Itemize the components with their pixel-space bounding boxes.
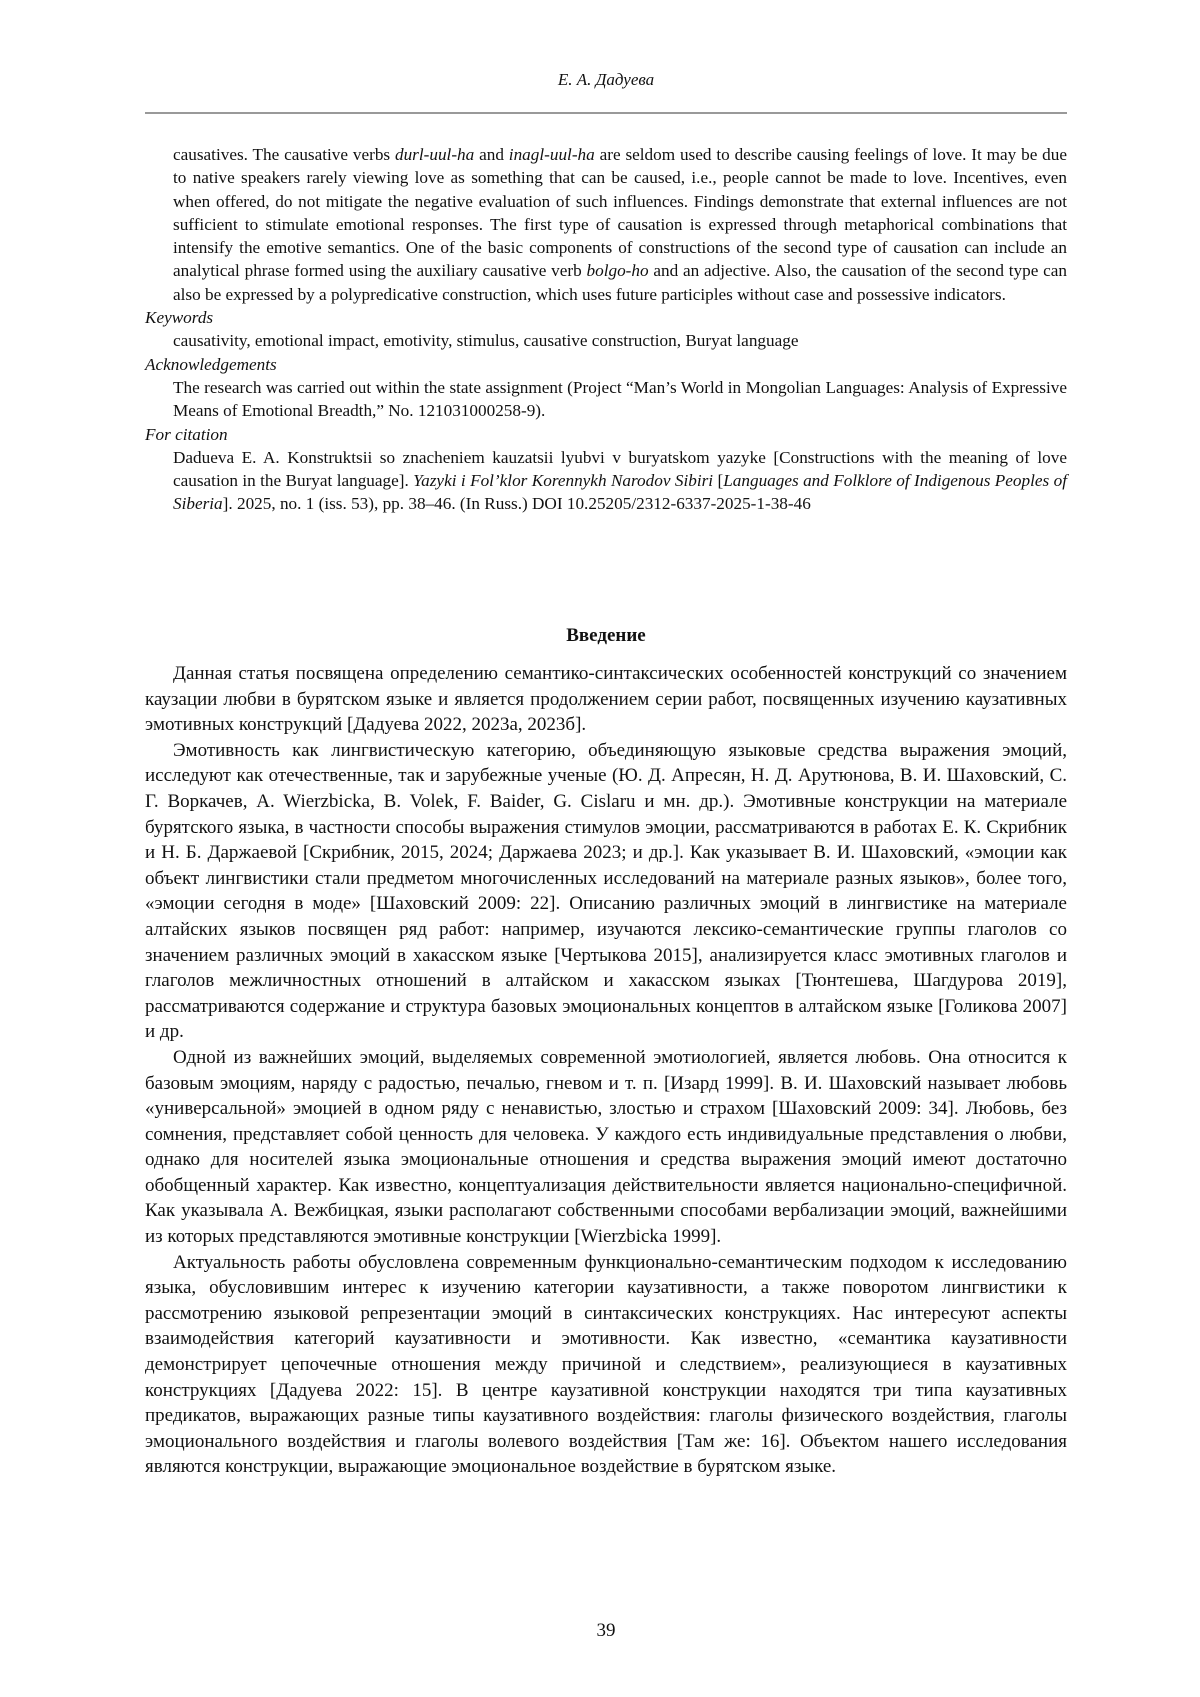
article-metadata <box>145 143 1067 516</box>
citation-label: For citation <box>145 424 228 444</box>
main-text <box>145 623 1067 1480</box>
running-head: Е. А. Дадуева <box>557 70 655 89</box>
body-paragraph: Одной из важнейших эмоций, выделяемых современной эмотиологией, является любовь. Она относится к базовым эмоциям, наряду с радостью, печалью, гневом и т. п. [Изард 1999]. В. И. Шаховский называет любовь «универсальной» эмоцией в одном ряду с ненавистью, злостью и страхом [Шаховский 2009: 34]. Любовь, без сомнения, представляет собой ценность для человека. У каждого есть индивидуальные представления о любви, однако для носителей языка эмоциональные отношения и средства выражения эмоций имеют достаточно обобщенный характер. Как известно, концептуализация действительности является национально-специфичной. Как указывала А. Вежбицкая, языки располагают собственными способами вербализации эмоций, важнейшими из которых представляются эмотивные конструкции [Wierzbicka 1999]. <box>145 1046 1067 1248</box>
body-paragraph: Данная статья посвящена определению семантико-синтаксических особенностей конструкций со значением каузации любви в бурятском языке и является продолжением серии работ, посвященных изучению каузативных эмотивных конструкций [Дадуева 2022, 2023а, 2023б]. <box>145 663 1067 736</box>
buryat-verb: bolgo-ho <box>586 261 649 281</box>
journal-title: Yazyki i Fol’klor Korennykh Narodov Sibiri <box>413 471 714 491</box>
buryat-verb: durl-uul-ha <box>394 145 475 164</box>
citation-text: Dadueva E. A. Konstruktsii so znacheniem kauzatsii lyubvi v buryatskom yazyke [Constructions with the meaning of love causation in the Buryat language]. Yazyki i Fol’klor Korennykh Narodov Sibiri [Languages and Folklore of Indigenous Peoples of Siberia]. 2025, no. 1 (iss. 53), pp. 38–46. (In Russ.) DOI 10.25205/2312-6337-2025-1-38-46 <box>173 447 1067 514</box>
header-divider <box>145 112 1067 114</box>
abstract-paragraph: causatives. The causative verbs durl-uul-ha and inagl-uul-ha are seldom used to describe causing feelings of love. It may be due to native speakers rarely viewing love as something that can be caused, i.e., people cannot be made to love. Incentives, even when offered, do not mitigate the negative evaluation of such influences. Findings demonstrate that external influences are not sufficient to stimulate emotional responses. The first type of causation is expressed through metaphorical combinations that intensify the emotive semantics. One of the basic components of constructions of the second type of causation can include an analytical phrase formed using the auxiliary causative verb bolgo-ho and an adjective. Also, the causation of the second type can also be expressed by a polypredicative construction, which uses future participles without case and possessive indicators. <box>173 145 1068 304</box>
keywords-text: causativity, emotional impact, emotivity, stimulus, causative construction, Buryat language <box>173 331 799 351</box>
journal-title-english: Languages and Folklore of Indigenous Peoples of Siberia <box>173 471 1067 514</box>
acknowledgements-text: The research was carried out within the state assignment (Project “Man’s World in Mongolian Languages: Analysis of Expressive Means of Emotional Breadth,” No. 121031000258-9). <box>173 377 1067 421</box>
keywords-label: Keywords <box>145 308 214 328</box>
buryat-verb: inagl-uul-ha <box>508 145 595 164</box>
section-title: Введение <box>566 625 646 646</box>
body-paragraph: Актуальность работы обусловлена современным функционально-семантическим подходом к исследованию языка, обусловившим интерес к изучению категории каузативности, а также поворотом лингвистики к рассмотрению языковой репрезентации эмоций в синтаксических конструкциях. Нас интересуют аспекты взаимодействия категорий каузативности и эмотивности. Как известно, «семантика каузативности демонстрирует цепочечные отношения между причиной и следствием», реализующиеся в каузативных конструкциях [Дадуева 2022: 15]. В центре каузативной конструкции находятся три типа каузативных предикатов, выражающих разные типы каузативного воздействия: глаголы физического воздействия, глаголы эмоционального воздействия и глаголы волевого воздействия [Там же: 16]. Объектом нашего исследования являются конструкции, выражающие эмоциональное воздействие в бурятском языке. <box>145 1251 1067 1478</box>
body-paragraph: Эмотивность как лингвистическую категорию, объединяющую языковые средства выражения эмоций, исследуют как отечественные, так и зарубежные ученые (Ю. Д. Апресян, Н. Д. Арутюнова, В. И. Шаховский, С. Г. Воркачев, A. Wierzbicka, B. Volek, F. Baider, G. Cislaru и мн. др.). Эмотивные конструкции на материале бурятского языка, в частности способы выражения стимулов эмоции, рассматриваются в работах Е. К. Скрибник и Н. Б. Даржаевой [Скрибник, 2015, 2024; Даржаева 2023; и др.]. Как указывает В. И. Шаховский, «эмоции как объект лингвистики стали предметом многочисленных исследований на материале разных языков», более того, «эмоции сегодня в моде» [Шаховский 2009: 22]. Описанию различных эмоций в лингвистике на материале алтайских языков посвящен ряд работ: например, изучаются лексико-семантические группы глаголов со значением различных эмоций в хакасском языке [Чертыкова 2015], анализируется класс эмотивных глаголов и глаголов межличностных отношений в алтайском и хакасском языках [Тюнтешева, Шагдурова 2019], рассматриваются содержание и структура базовых эмоциональных концептов в алтайском языке [Голикова 2007] и др. <box>145 739 1067 1043</box>
acknowledgements-label: Acknowledgements <box>145 354 277 374</box>
page-number: 39 <box>596 1620 616 1641</box>
